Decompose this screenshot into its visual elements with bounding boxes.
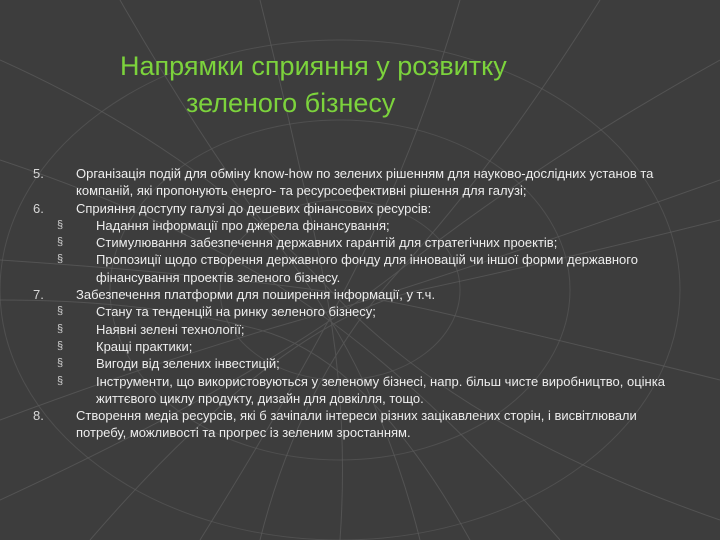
slide-content bbox=[30, 165, 690, 442]
sub-item-text: Пропозиції щодо створення державного фонду для інновацій чи іншої форми державного фінансування проектів зеленого бізнесу. bbox=[96, 252, 638, 285]
sub-item-text: Надання інформації про джерела фінансування; bbox=[96, 217, 390, 233]
sub-item bbox=[30, 338, 690, 355]
sub-item-text: Стимулювання забезпечення державних гарантій для стратегічних проектів; bbox=[96, 235, 558, 251]
bullet-icon: § bbox=[57, 339, 64, 352]
bullet-icon: § bbox=[57, 236, 64, 249]
bullet-icon: § bbox=[57, 305, 64, 318]
sub-item bbox=[30, 373, 690, 408]
sub-item bbox=[30, 251, 690, 286]
list-item-6 bbox=[30, 200, 690, 217]
item-text: Сприяння доступу галузі до дешевих фінансових ресурсів: bbox=[76, 200, 432, 216]
item-number: 5. bbox=[33, 166, 44, 181]
bullet-icon: § bbox=[57, 253, 64, 266]
list-item-5 bbox=[30, 165, 690, 200]
sub-item-text: Інструменти, що використовуються у зеленому бізнесі, напр. більш чисте виробництво, оцінка життєвого циклу продукту, дизайн для довкілля, тощо. bbox=[96, 373, 665, 406]
slide-title-line2: зеленого бізнесу bbox=[186, 88, 396, 118]
item-number: 7. bbox=[33, 287, 44, 303]
item-text: Створення медіа ресурсів, які б зачіпали інтереси різних зацікавлених сторін, і висвітлювали потребу, можливості та прогрес із зеленим зростанням. bbox=[76, 408, 637, 441]
slide-title-line1: Напрямки сприяння у розвитку bbox=[120, 51, 507, 81]
sub-item-text: Наявні зелені технології; bbox=[96, 321, 245, 337]
bullet-icon: § bbox=[57, 218, 64, 231]
sub-item bbox=[30, 303, 690, 320]
bullet-icon: § bbox=[57, 322, 64, 335]
item-text: Забезпечення платформи для поширення інформації, у т.ч. bbox=[76, 287, 436, 303]
item-number: 6. bbox=[33, 200, 44, 216]
item-text: Організація подій для обміну know-how по зелених рішенням для науково-дослідних установ та компаній, які пропонують енерго- та ресурсоефективні рішення для галузі; bbox=[76, 166, 654, 199]
bullet-icon: § bbox=[57, 357, 64, 370]
sub-item-text: Кращі практики; bbox=[96, 338, 193, 354]
sub-item-text: Вигоди від зелених інвестицій; bbox=[96, 356, 280, 372]
list-item-7 bbox=[30, 286, 690, 303]
list-item-8 bbox=[30, 407, 690, 442]
sub-item bbox=[30, 321, 690, 338]
sub-item-text: Стану та тенденцій на ринку зеленого бізнесу; bbox=[96, 304, 376, 320]
sub-item bbox=[30, 217, 690, 234]
sub-item bbox=[30, 234, 690, 251]
bullet-icon: § bbox=[57, 374, 64, 387]
item-number: 8. bbox=[33, 408, 44, 424]
sub-item bbox=[30, 355, 690, 372]
